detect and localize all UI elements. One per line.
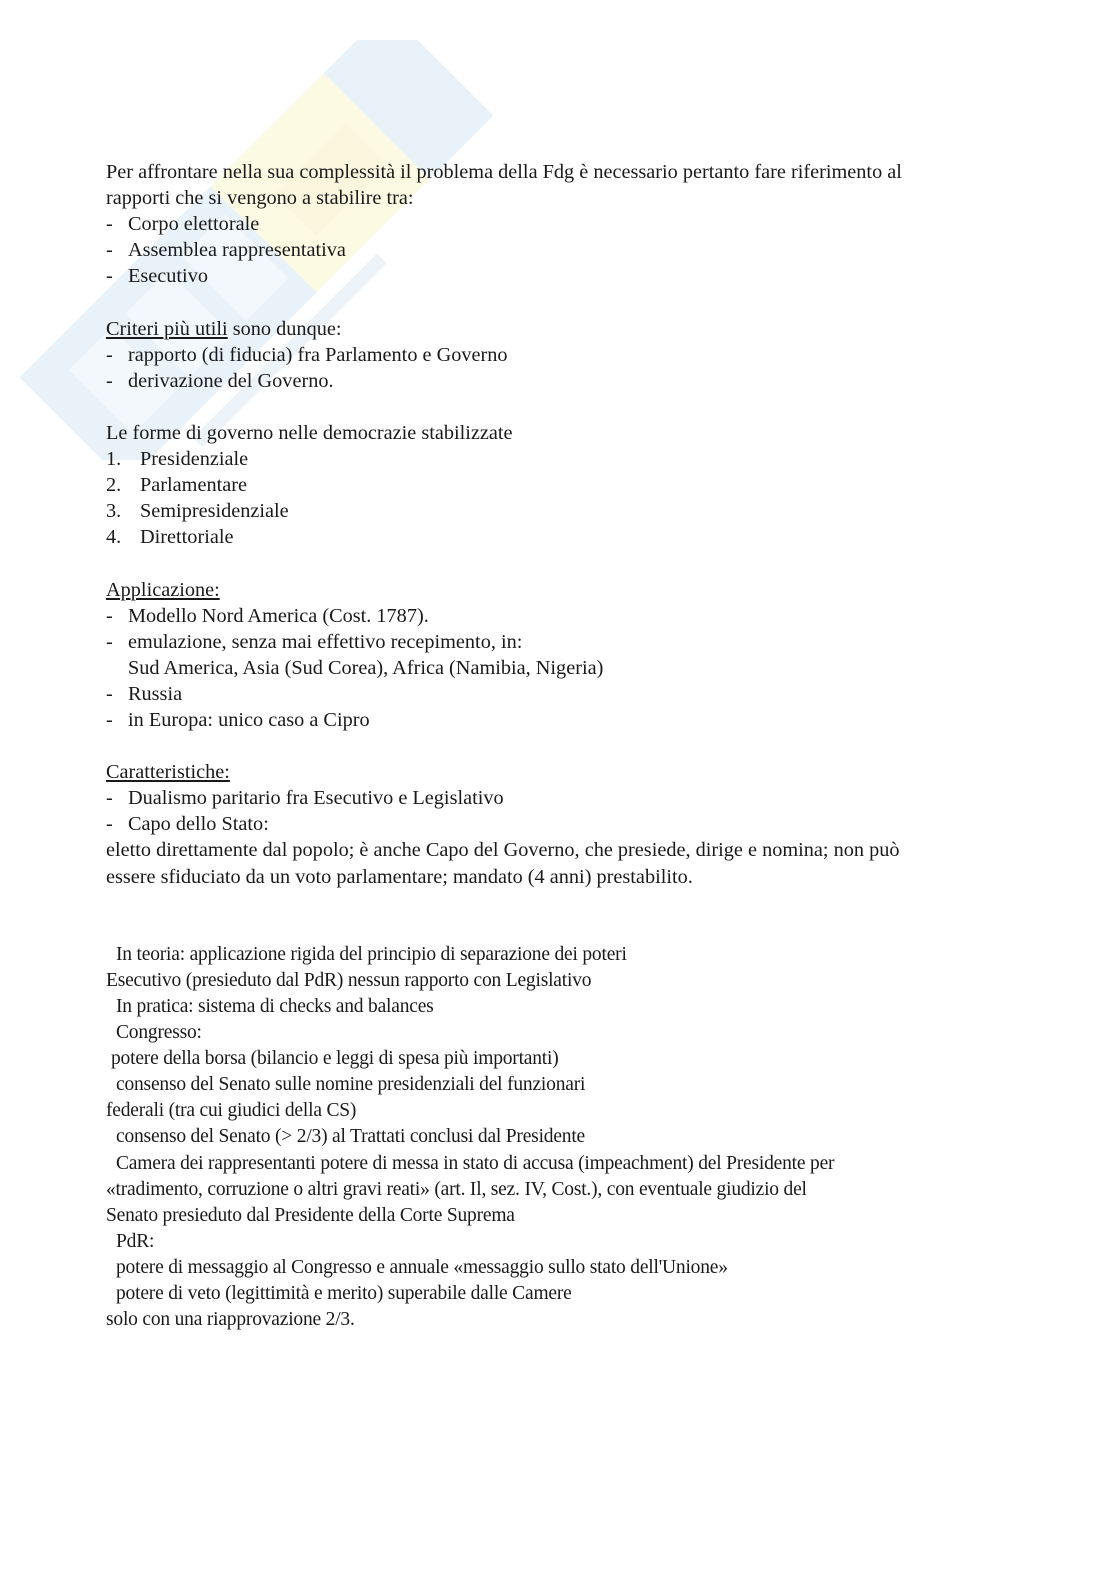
application-heading: Applicazione: xyxy=(106,578,220,601)
detail-line: potere della borsa (bilancio e leggi di spesa più importanti) xyxy=(111,1048,559,1070)
numbered-item xyxy=(106,498,1006,524)
intro-line-2: rapporti che si vengono a stabilire tra: xyxy=(106,187,414,210)
item-label: Parlamentare xyxy=(140,474,247,497)
list-item-label: Dualismo paritario fra Esecutivo e Legislativo xyxy=(128,787,504,810)
list-item xyxy=(106,811,1006,837)
criteria-heading-rest: sono dunque: xyxy=(227,317,342,340)
features-heading: Caratteristiche: xyxy=(106,761,230,784)
bullet-dash: - xyxy=(106,369,113,392)
bullet-dash: - xyxy=(106,708,113,731)
detail-line: Senato presieduto dal Presidente della Corte Suprema xyxy=(106,1204,515,1226)
bullet-dash: - xyxy=(106,787,113,810)
list-item xyxy=(106,681,1006,707)
item-label: Semipresidenziale xyxy=(140,500,289,523)
list-item-label: derivazione del Governo. xyxy=(128,369,334,392)
forms-heading: Le forme di governo nelle democrazie stabilizzate xyxy=(106,421,513,444)
item-number: 3. xyxy=(106,500,122,523)
list-item xyxy=(106,211,1006,237)
criteria-heading xyxy=(106,316,1006,342)
criteria-heading-underlined: Criteri più utili xyxy=(106,317,228,340)
detail-line: consenso del Senato (> 2/3) al Trattati conclusi dal Presidente xyxy=(116,1126,586,1148)
detail-line: potere di messaggio al Congresso e annuale «messaggio sullo stato dell'Unione» xyxy=(116,1256,728,1278)
list-item xyxy=(106,237,1006,263)
detail-line: Congresso: xyxy=(116,1022,202,1044)
bullet-dash: - xyxy=(106,239,113,262)
features-paragraph-2: essere sfiduciato da un voto parlamentare; mandato (4 anni) prestabilito. xyxy=(106,865,693,888)
list-item-label: Assemblea rappresentativa xyxy=(128,239,346,262)
detail-line: Camera dei rappresentanti potere di messa in stato di accusa (impeachment) del Presidente per xyxy=(116,1152,835,1174)
item-number: 4. xyxy=(106,526,122,549)
item-label: Direttoriale xyxy=(140,526,234,549)
document-body xyxy=(106,159,1006,1333)
numbered-item xyxy=(106,472,1006,498)
intro-line-1: Per affrontare nella sua complessità il problema della Fdg è necessario pertanto fare riferimento al xyxy=(106,161,902,183)
bullet-dash: - xyxy=(106,630,113,653)
bullet-dash: - xyxy=(106,682,113,705)
item-number: 1. xyxy=(106,448,122,471)
list-item-label: emulazione, senza mai effettivo recepimento, in: xyxy=(128,630,523,653)
list-item-label: rapporto (di fiducia) fra Parlamento e Governo xyxy=(128,343,508,366)
bullet-dash: - xyxy=(106,213,113,236)
detail-line: solo con una riapprovazione 2/3. xyxy=(106,1309,355,1331)
list-item xyxy=(106,368,1006,394)
list-item-label: Modello Nord America (Cost. 1787). xyxy=(128,604,429,627)
detail-line: Esecutivo (presieduto dal PdR) nessun rapporto con Legislativo xyxy=(106,969,592,991)
item-label: Presidenziale xyxy=(140,448,249,471)
list-item-continuation: Sud America, Asia (Sud Corea), Africa (Namibia, Nigeria) xyxy=(128,656,604,679)
list-item xyxy=(106,263,1006,289)
list-item-label: Russia xyxy=(128,682,183,705)
item-number: 2. xyxy=(106,474,122,497)
detail-line: In teoria: applicazione rigida del principio di separazione dei poteri xyxy=(116,943,627,965)
detail-line: «tradimento, corruzione o altri gravi reati» (art. Il, sez. IV, Cost.), con eventuale giudizio del xyxy=(106,1178,807,1200)
bullet-dash: - xyxy=(106,604,113,627)
list-item-label: Capo dello Stato: xyxy=(128,813,269,836)
detail-line: consenso del Senato sulle nomine presidenziali del funzionari xyxy=(116,1074,586,1096)
list-item xyxy=(106,785,1006,811)
list-item-label: Corpo elettorale xyxy=(128,213,260,236)
list-item xyxy=(106,342,1006,368)
list-item-label: Esecutivo xyxy=(128,265,208,288)
detail-line: potere di veto (legittimità e merito) superabile dalle Camere xyxy=(116,1283,572,1305)
features-paragraph-1: eletto direttamente dal popolo; è anche Capo del Governo, che presiede, dirige e nomina; non può xyxy=(106,839,900,862)
detail-line: In pratica: sistema di checks and balances xyxy=(116,996,434,1017)
detail-line: federali (tra cui giudici della CS) xyxy=(106,1100,357,1122)
list-item xyxy=(106,603,1006,629)
bullet-dash: - xyxy=(106,813,113,836)
bullet-dash: - xyxy=(106,265,113,288)
detail-line: PdR: xyxy=(116,1230,155,1252)
list-item xyxy=(106,707,1006,733)
bullet-dash: - xyxy=(106,343,113,366)
numbered-item xyxy=(106,446,1006,472)
list-item xyxy=(106,629,1006,655)
list-item-label: in Europa: unico caso a Cipro xyxy=(128,708,370,731)
numbered-item xyxy=(106,524,1006,550)
